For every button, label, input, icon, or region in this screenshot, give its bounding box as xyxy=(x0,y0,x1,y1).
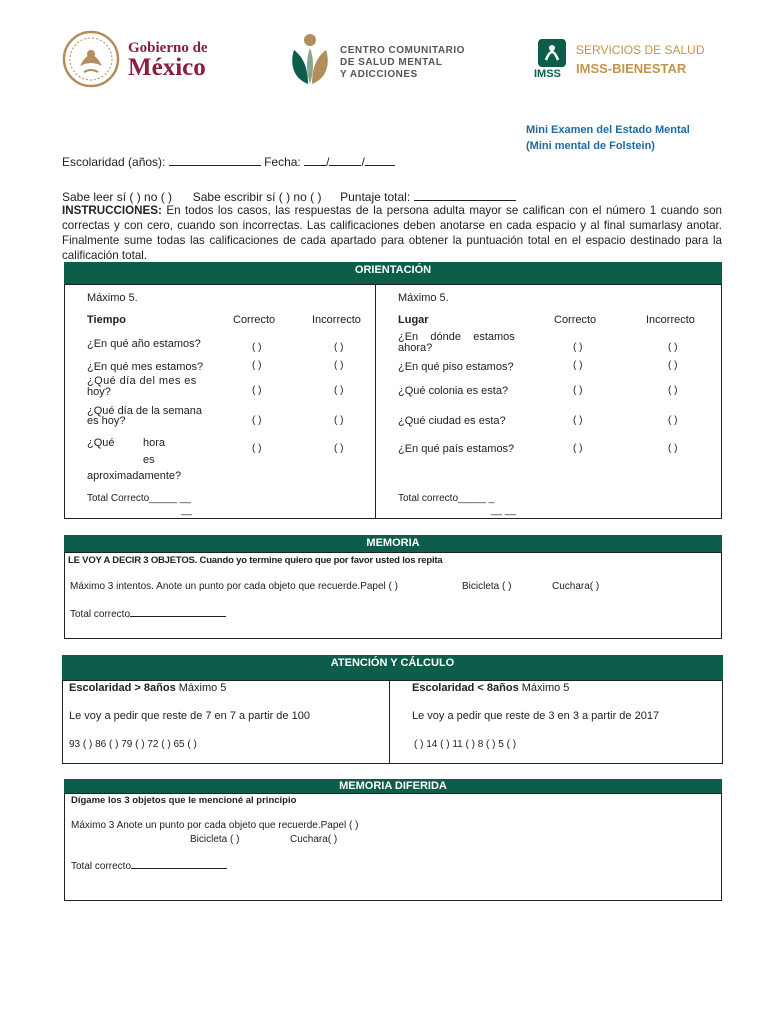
atencion-left-heading: Escolaridad > 8años xyxy=(69,682,176,694)
lugar-heading: Lugar xyxy=(398,314,429,326)
tiempo-total[interactable]: Total Correcto_____ __ xyxy=(87,493,191,504)
tiempo-incorrecto-header: Incorrecto xyxy=(312,314,361,326)
instructions-label: INSTRUCCIONES: xyxy=(62,204,162,217)
diferida-total-field[interactable] xyxy=(131,858,227,869)
lugar-q1-correcto[interactable]: ( ) xyxy=(573,342,583,353)
instructions-text: En todos los casos, las respuestas de la persona adulta mayor se califican con el número 1 cuando son correctas y con cero, cuando son incorrectas. Las calificaciones deben anotarse en cada espacio y al final sumarlasy anotar. Finalmente sume todas las calificaciones de cada apartado para obtener la puntuación total en el espacio destinado para la calificación total. xyxy=(62,204,722,262)
escolaridad-row xyxy=(62,155,395,169)
atencion-left-sequence[interactable]: 93 ( ) 86 ( ) 79 ( ) 72 ( ) 65 ( ) xyxy=(69,739,197,750)
memoria-total-row xyxy=(70,606,226,620)
tiempo-q2-correcto[interactable]: ( ) xyxy=(252,360,262,371)
atencion-left-heading-row xyxy=(69,682,226,694)
escolaridad-label: Escolaridad (años): xyxy=(62,155,166,169)
diferida-bicicleta[interactable]: Bicicleta ( ) xyxy=(190,834,240,845)
memoria-total-label: Total correcto xyxy=(70,609,131,620)
lugar-q3-correcto[interactable]: ( ) xyxy=(573,385,583,396)
lugar-q1a: ¿En dónde estamos xyxy=(398,331,515,343)
memoria-bicicleta[interactable]: Bicicleta ( ) xyxy=(462,581,512,592)
lugar-q5-incorrecto[interactable]: ( ) xyxy=(668,443,678,454)
lugar-q1-incorrecto[interactable]: ( ) xyxy=(668,342,678,353)
atencion-right-heading-row xyxy=(412,682,569,694)
fecha-year-field[interactable] xyxy=(365,155,395,166)
sabe-row xyxy=(62,190,516,204)
lugar-maximo: Máximo 5. xyxy=(398,292,449,304)
memoria-cuchara[interactable]: Cuchara( ) xyxy=(552,581,600,592)
centro-leaf-icon xyxy=(288,32,332,86)
imss-small-label: IMSS xyxy=(534,68,561,80)
gobierno-line1: Gobierno de xyxy=(128,40,208,56)
form-title-line1: Mini Examen del Estado Mental xyxy=(526,124,690,136)
tiempo-q5b: hora xyxy=(143,437,166,449)
tiempo-q4-correcto[interactable]: ( ) xyxy=(252,415,262,426)
sabe-leer[interactable]: Sabe leer sí ( ) no ( ) xyxy=(62,190,173,204)
tiempo-q3-correcto[interactable]: ( ) xyxy=(252,385,262,396)
fecha-day-field[interactable] xyxy=(304,155,326,166)
diferida-header xyxy=(64,779,722,793)
centro-line1: CENTRO COMUNITARIO xyxy=(340,45,465,56)
instructions xyxy=(62,203,722,263)
form-title-line2: (Mini mental de Folstein) xyxy=(526,140,655,152)
lugar-q4-incorrecto[interactable]: ( ) xyxy=(668,415,678,426)
diferida-cuchara[interactable]: Cuchara( ) xyxy=(290,834,338,845)
tiempo-q5c: es xyxy=(143,454,155,466)
atencion-right-sequence[interactable]: ( ) 14 ( ) 11 ( ) 8 ( ) 5 ( ) xyxy=(414,739,517,750)
tiempo-q5-incorrecto[interactable]: ( ) xyxy=(334,443,344,454)
orientacion-title: ORIENTACIÓN xyxy=(354,264,432,276)
lugar-q2-incorrecto[interactable]: ( ) xyxy=(668,360,678,371)
imss-logo xyxy=(534,38,714,84)
orientacion-divider xyxy=(375,284,376,519)
lugar-q2: ¿En qué piso estamos? xyxy=(398,361,514,373)
diferida-instructions: Dígame los 3 objetos que le mencioné al principio xyxy=(71,795,297,806)
atencion-header xyxy=(62,655,723,681)
fecha-slash-2: / xyxy=(361,155,365,169)
memoria-title: MEMORIA xyxy=(366,537,420,549)
tiempo-q5-correcto[interactable]: ( ) xyxy=(252,443,262,454)
memoria-instructions: LE VOY A DECIR 3 OBJETOS. Cuando yo termine quiero que por favor usted los repita xyxy=(68,555,443,566)
atencion-right-heading: Escolaridad < 8años xyxy=(412,682,519,694)
atencion-title: ATENCIÓN Y CÁLCULO xyxy=(330,657,455,669)
diferida-line: Máximo 3 Anote un punto por cada objeto que recuerde.Papel ( ) xyxy=(71,820,359,831)
gobierno-logo xyxy=(62,30,222,90)
diferida-title: MEMORIA DIFERIDA xyxy=(339,780,447,792)
lugar-total-2: __ __ xyxy=(491,505,517,516)
imss-shield-icon xyxy=(536,38,568,68)
escolaridad-field[interactable] xyxy=(169,155,261,166)
memoria-total-field[interactable] xyxy=(130,606,226,617)
lugar-correcto-header: Correcto xyxy=(554,314,597,326)
atencion-right-text: Le voy a pedir que reste de 3 en 3 a partir de 2017 xyxy=(412,710,660,722)
imss-line2: IMSS-BIENESTAR xyxy=(576,61,687,76)
atencion-divider xyxy=(389,680,390,764)
centro-line3: Y ADICCIONES xyxy=(340,69,418,80)
lugar-q2-correcto[interactable]: ( ) xyxy=(573,360,583,371)
atencion-right-max: Máximo 5 xyxy=(521,682,570,694)
puntaje-field[interactable] xyxy=(414,190,516,201)
lugar-q3: ¿Qué colonia es esta? xyxy=(398,385,509,397)
diferida-total-row xyxy=(71,858,227,872)
puntaje-label: Puntaje total: xyxy=(340,190,411,204)
lugar-q1b: ahora? xyxy=(398,342,433,354)
diferida-total-label: Total correcto xyxy=(71,861,132,872)
tiempo-q4a: ¿Qué día de la semana xyxy=(87,405,202,417)
orientacion-box xyxy=(64,284,722,519)
tiempo-q4-incorrecto[interactable]: ( ) xyxy=(334,415,344,426)
tiempo-q4b: es hoy? xyxy=(87,415,126,427)
tiempo-q1-incorrecto[interactable]: ( ) xyxy=(334,342,344,353)
tiempo-q1: ¿En qué año estamos? xyxy=(87,338,201,350)
tiempo-q3-incorrecto[interactable]: ( ) xyxy=(334,385,344,396)
orientacion-header xyxy=(64,262,722,284)
lugar-q5: ¿En qué país estamos? xyxy=(398,443,515,455)
tiempo-q5d: aproximadamente? xyxy=(87,470,182,482)
memoria-line: Máximo 3 intentos. Anote un punto por cada objeto que recuerde.Papel ( ) xyxy=(70,581,398,592)
sabe-escribir[interactable]: Sabe escribir sí ( ) no ( ) xyxy=(192,190,322,204)
atencion-left-text: Le voy a pedir que reste de 7 en 7 a partir de 100 xyxy=(69,710,310,722)
lugar-q4-correcto[interactable]: ( ) xyxy=(573,415,583,426)
tiempo-q1-correcto[interactable]: ( ) xyxy=(252,342,262,353)
tiempo-heading: Tiempo xyxy=(87,314,126,326)
tiempo-q2: ¿En qué mes estamos? xyxy=(87,361,204,373)
tiempo-q5a: ¿Qué xyxy=(87,437,115,449)
lugar-total[interactable]: Total correcto_____ _ xyxy=(398,493,495,504)
tiempo-maximo: Máximo 5. xyxy=(87,292,138,304)
gobierno-line2: México xyxy=(128,54,206,81)
fecha-label: Fecha: xyxy=(264,155,301,169)
tiempo-total-2: __ xyxy=(181,505,193,516)
fecha-slash: / xyxy=(326,155,330,169)
tiempo-q3b: hoy? xyxy=(87,386,111,398)
centro-logo xyxy=(288,32,488,88)
lugar-incorrecto-header: Incorrecto xyxy=(646,314,695,326)
lugar-q4: ¿Qué ciudad es esta? xyxy=(398,415,506,427)
tiempo-correcto-header: Correcto xyxy=(233,314,276,326)
diferida-box xyxy=(64,793,722,901)
atencion-left-max: Máximo 5 xyxy=(178,682,227,694)
lugar-q3-incorrecto[interactable]: ( ) xyxy=(668,385,678,396)
tiempo-q2-incorrecto[interactable]: ( ) xyxy=(334,360,344,371)
fecha-month-field[interactable] xyxy=(329,155,361,166)
centro-line2: DE SALUD MENTAL xyxy=(340,57,443,68)
memoria-header xyxy=(64,535,722,552)
escudo-icon xyxy=(62,30,120,88)
tiempo-q3a: ¿Qué día del mes es xyxy=(87,375,197,387)
lugar-q5-correcto[interactable]: ( ) xyxy=(573,443,583,454)
imss-line1: SERVICIOS DE SALUD xyxy=(576,43,705,57)
